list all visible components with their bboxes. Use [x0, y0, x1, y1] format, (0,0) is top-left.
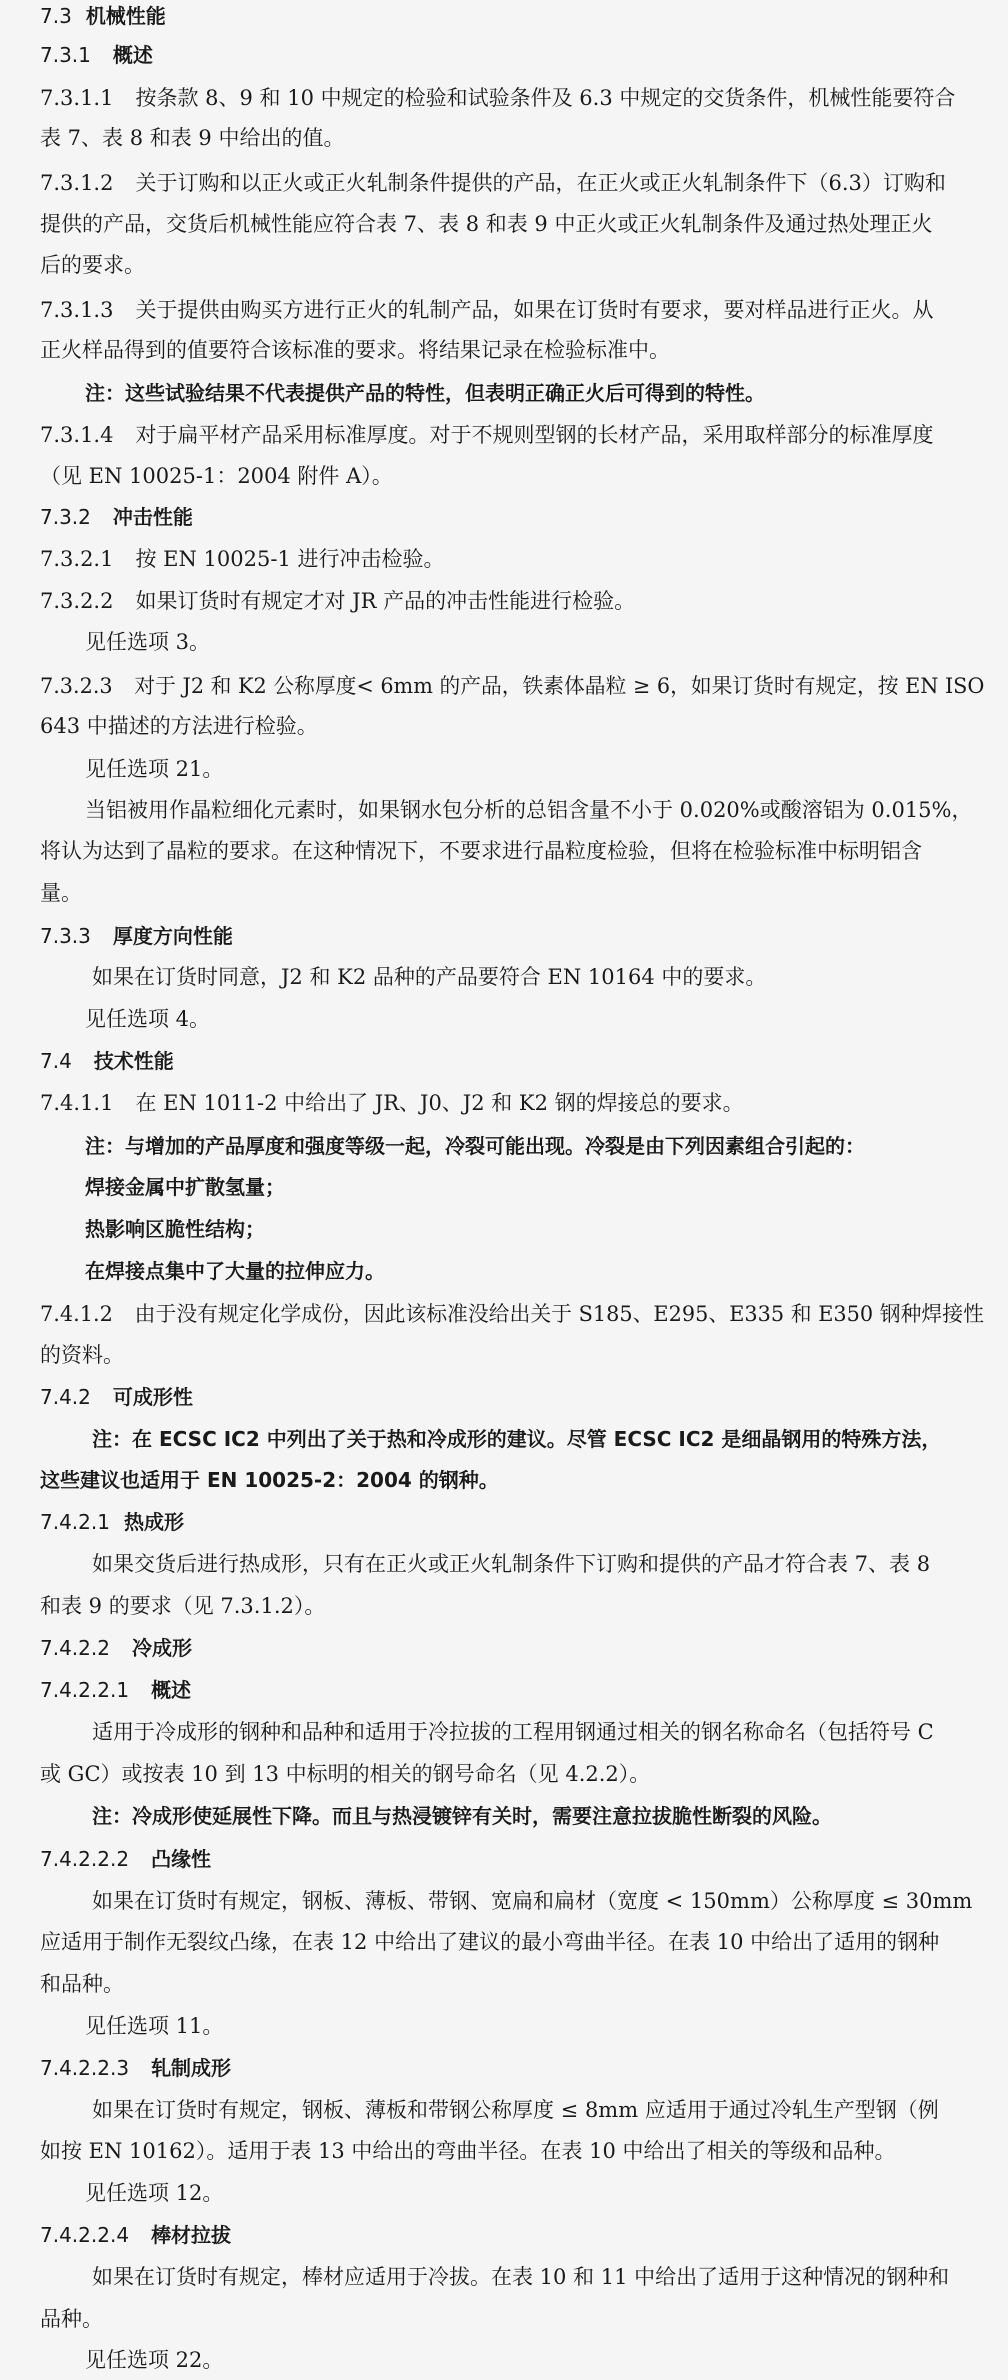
clause-7-4-1-2-cont: 的资料。	[40, 1343, 124, 1367]
clause-7-4-2-2-2: 如果在订货时有规定，钢板、薄板、带钢、宽扁和扁材（宽度 < 150mm）公称厚度 ≤ 30mm	[92, 1889, 973, 1913]
heading-7-4-2-2-3: 7.4.2.2.3 轧制成形	[40, 2056, 232, 2080]
heading-7-4-2-2-4: 7.4.2.2.4 棒材拉拔	[40, 2223, 232, 2247]
heading-7-3-1: 7.3.1 概述	[40, 43, 153, 67]
note-3-cont: 这些建议也适用于 EN 10025-2：2004 的钢种。	[40, 1468, 499, 1492]
clause-7-3-1-3: 7.3.1.3 关于提供由购买方进行正火的轧制产品，如果在订货时有要求，要对样品进行正火。从	[40, 298, 934, 322]
heading-7-4-2-2-2: 7.4.2.2.2 凸缘性	[40, 1847, 212, 1871]
clause-7-3-3: 如果在订货时同意，J2 和 K2 品种的产品要符合 EN 10164 中的要求。	[92, 965, 767, 989]
clause-7-4-1-1: 7.4.1.1 在 EN 1011-2 中给出了 JR、J0、J2 和 K2 钢的焊接总的要求。	[40, 1091, 744, 1115]
aluminium-paragraph: 当铝被用作晶粒细化元素时，如果钢水包分析的总铝含量不小于 0.020%或酸溶铝为 0.015%，	[85, 798, 973, 822]
note-1: 注：这些试验结果不代表提供产品的特性，但表明正确正火后可得到的特性。	[85, 381, 765, 405]
note-4: 注：冷成形使延展性下降。而且与热浸镀锌有关时，需要注意拉拔脆性断裂的风险。	[92, 1804, 832, 1828]
clause-7-4-2-2-1-cont: 或 GC）或按表 10 到 13 中标明的相关的钢号命名（见 4.2.2）。	[40, 1762, 651, 1786]
heading-7-4-2-1: 7.4.2.1 热成形	[40, 1510, 184, 1534]
option-11: 见任选项 11。	[85, 2014, 224, 2038]
heading-7-4: 7.4 技术性能	[40, 1049, 174, 1073]
option-4: 见任选项 4。	[85, 1007, 211, 1031]
clause-7-3-2-2: 7.3.2.2 如果订货时有规定才对 JR 产品的冲击性能进行检验。	[40, 589, 636, 613]
clause-7-4-2-2-4: 如果在订货时有规定，棒材应适用于冷拔。在表 10 和 11 中给出了适用于这种情况的钢种和	[92, 2265, 950, 2289]
note-2: 注：与增加的产品厚度和强度等级一起，冷裂可能出现。冷裂是由下列因素组合引起的：	[85, 1134, 865, 1158]
clause-7-4-2-2-2-cont2: 和品种。	[40, 1972, 124, 1996]
note-2-item-2: 热影响区脆性结构；	[85, 1217, 265, 1241]
clause-7-3-1-4-cont: （见 EN 10025-1：2004 附件 A）。	[40, 464, 393, 488]
clause-7-3-1-1: 7.3.1.1 按条款 8、9 和 10 中规定的检验和试验条件及 6.3 中规定的交货条件，机械性能要符合	[40, 86, 956, 110]
option-3: 见任选项 3。	[85, 630, 211, 654]
clause-7-3-2-3: 7.3.2.3 对于 J2 和 K2 公称厚度< 6mm 的产品，铁素体晶粒 ≥ 6，如果订货时有规定，按 EN ISO	[40, 674, 985, 698]
note-3: 注：在 ECSC IC2 中列出了关于热和冷成形的建议。尽管 ECSC IC2 是细晶钢用的特殊方法，	[92, 1427, 942, 1451]
clause-7-4-2-2-3: 如果在订货时有规定，钢板、薄板和带钢公称厚度 ≤ 8mm 应适用于通过冷轧生产型钢（例	[92, 2098, 939, 2122]
aluminium-paragraph-cont: 将认为达到了晶粒的要求。在这种情况下，不要求进行晶粒度检验，但将在检验标准中标明铝含	[40, 839, 922, 863]
clause-7-4-2-2-3-cont: 如按 EN 10162）。适用于表 13 中给出的弯曲半径。在表 10 中给出了相关的等级和品种。	[40, 2139, 896, 2163]
option-22: 见任选项 22。	[85, 2348, 224, 2372]
clause-7-3-1-2-cont2: 后的要求。	[40, 253, 145, 277]
clause-7-4-2-1: 如果交货后进行热成形，只有在正火或正火轧制条件下订购和提供的产品才符合表 7、表 8	[92, 1552, 931, 1576]
heading-7-4-2-2: 7.4.2.2 冷成形	[40, 1636, 192, 1660]
heading-7-3: 7.3 机械性能	[40, 4, 166, 28]
clause-7-3-2-3-cont: 643 中描述的方法进行检验。	[40, 714, 318, 738]
clause-7-4-1-2: 7.4.1.2 由于没有规定化学成份，因此该标准没给出关于 S185、E295、E335 和 E350 钢种焊接性	[40, 1302, 984, 1326]
clause-7-3-1-2-cont: 提供的产品，交货后机械性能应符合表 7、表 8 和表 9 中正火或正火轧制条件及通过热处理正火	[40, 212, 933, 236]
clause-7-3-2-1: 7.3.2.1 按 EN 10025-1 进行冲击检验。	[40, 547, 445, 571]
note-2-item-3: 在焊接点集中了大量的拉伸应力。	[85, 1259, 385, 1283]
option-12: 见任选项 12。	[85, 2181, 224, 2205]
clause-7-3-1-2: 7.3.1.2 关于订购和以正火或正火轧制条件提供的产品，在正火或正火轧制条件下（6.3）订购和	[40, 171, 946, 195]
aluminium-paragraph-cont2: 量。	[40, 881, 82, 905]
clause-7-3-1-1-cont: 表 7、表 8 和表 9 中给出的值。	[40, 126, 345, 150]
clause-7-4-2-1-cont: 和表 9 的要求（见 7.3.1.2）。	[40, 1594, 326, 1618]
option-21: 见任选项 21。	[85, 757, 224, 781]
heading-7-3-3: 7.3.3 厚度方向性能	[40, 924, 233, 948]
note-2-item-1: 焊接金属中扩散氢量；	[85, 1175, 285, 1199]
heading-7-3-2: 7.3.2 冲击性能	[40, 505, 193, 529]
heading-7-4-2-2-1: 7.4.2.2.1 概述	[40, 1678, 192, 1702]
clause-7-4-2-2-4-cont: 品种。	[40, 2307, 103, 2331]
clause-7-3-1-3-cont: 正火样品得到的值要符合该标准的要求。将结果记录在检验标准中。	[40, 338, 670, 362]
heading-7-4-2: 7.4.2 可成形性	[40, 1385, 193, 1409]
clause-7-4-2-2-1: 适用于冷成形的钢种和品种和适用于冷拉拔的工程用钢通过相关的钢名称命名（包括符号 C	[92, 1720, 934, 1744]
clause-7-4-2-2-2-cont: 应适用于制作无裂纹凸缘，在表 12 中给出了建议的最小弯曲半径。在表 10 中给出了适用的钢种	[40, 1930, 940, 1954]
clause-7-3-1-4: 7.3.1.4 对于扁平材产品采用标准厚度。对于不规则型钢的长材产品，采用取样部分的标准厚度	[40, 423, 934, 447]
